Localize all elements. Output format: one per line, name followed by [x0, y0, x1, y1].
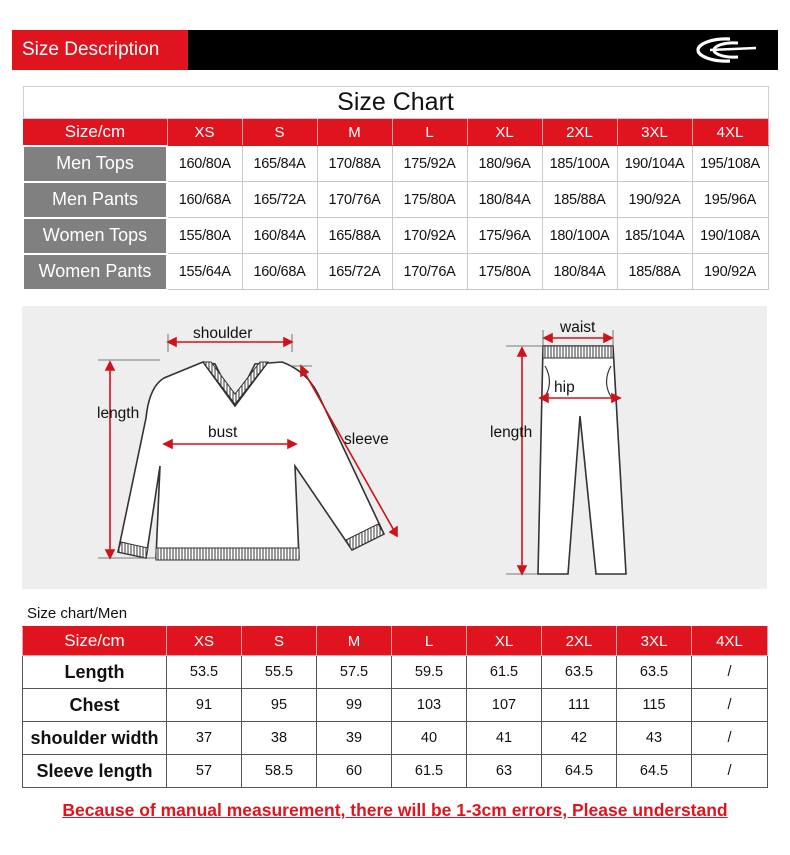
section-header: [12, 30, 778, 70]
table-cell: 170/92A: [392, 218, 467, 254]
column-header: XL: [467, 119, 542, 146]
table-cell: 175/80A: [467, 254, 542, 290]
table-cell: 55.5: [242, 656, 317, 689]
row-label: Chest: [23, 689, 167, 722]
table-cell: 53.5: [167, 656, 242, 689]
row-label: Men Pants: [23, 182, 167, 218]
column-header: L: [392, 627, 467, 656]
table-cell: 170/76A: [317, 182, 392, 218]
table-cell: 160/80A: [167, 146, 242, 182]
shoulder-label: shoulder: [193, 325, 253, 342]
brand-logo-icon: [690, 36, 760, 64]
table-cell: 175/92A: [392, 146, 467, 182]
hip-label: hip: [554, 379, 575, 396]
column-header: 4XL: [692, 627, 768, 656]
table-cell: 63.5: [542, 656, 617, 689]
table-cell: 160/68A: [167, 182, 242, 218]
column-header: M: [317, 119, 392, 146]
table-cell: 195/108A: [692, 146, 768, 182]
column-header-size: Size/cm: [23, 627, 167, 656]
length-label: length: [97, 405, 140, 422]
table-cell: 57.5: [317, 656, 392, 689]
table-row: [23, 254, 768, 290]
table-row: [23, 182, 768, 218]
table-row: [23, 218, 768, 254]
table-cell: 111: [542, 689, 617, 722]
column-header: 2XL: [542, 119, 617, 146]
table-row: [23, 656, 768, 689]
table-cell: /: [692, 722, 768, 755]
table-cell: 60: [317, 755, 392, 788]
table-cell: /: [692, 656, 768, 689]
table-cell: 38: [242, 722, 317, 755]
table-cell: 107: [467, 689, 542, 722]
pants-outline-icon: [538, 346, 626, 574]
size-chart-title: Size Chart: [23, 87, 768, 119]
table-cell: 185/88A: [542, 182, 617, 218]
column-header: XS: [167, 627, 242, 656]
table-cell: 165/84A: [242, 146, 317, 182]
table-cell: /: [692, 755, 768, 788]
table-cell: 115: [617, 689, 692, 722]
measurement-note: Because of manual measurement, there will be 1-3cm errors, Please understand: [62, 800, 728, 820]
table-row: [23, 755, 768, 788]
table-cell: 43: [617, 722, 692, 755]
table-cell: 64.5: [542, 755, 617, 788]
table-cell: 57: [167, 755, 242, 788]
table-cell: 190/104A: [617, 146, 692, 182]
table-cell: 40: [392, 722, 467, 755]
row-label: Sleeve length: [23, 755, 167, 788]
column-header-size: Size/cm: [23, 119, 167, 146]
sleeve-label: sleeve: [344, 431, 389, 448]
table-cell: 63: [467, 755, 542, 788]
column-header: M: [317, 627, 392, 656]
column-header: 4XL: [692, 119, 768, 146]
table-cell: 39: [317, 722, 392, 755]
table-cell: 64.5: [617, 755, 692, 788]
table-row: [23, 689, 768, 722]
column-header: S: [242, 627, 317, 656]
row-label: Women Tops: [23, 218, 167, 254]
garment-drawing: [22, 306, 767, 589]
row-label: Length: [23, 656, 167, 689]
table-cell: /: [692, 689, 768, 722]
table-cell: 42: [542, 722, 617, 755]
measurement-diagram: [22, 306, 767, 589]
table-cell: 103: [392, 689, 467, 722]
column-header: 3XL: [617, 627, 692, 656]
table-cell: 95: [242, 689, 317, 722]
row-label: Women Pants: [23, 254, 167, 290]
table-cell: 180/100A: [542, 218, 617, 254]
table-cell: 165/88A: [317, 218, 392, 254]
table-row: [23, 146, 768, 182]
men-size-chart-subtitle: Size chart/Men: [27, 605, 128, 622]
table-cell: 180/84A: [542, 254, 617, 290]
table-cell: 58.5: [242, 755, 317, 788]
column-header: S: [242, 119, 317, 146]
bust-label: bust: [208, 424, 238, 441]
table-cell: 185/104A: [617, 218, 692, 254]
pants-length-label: length: [490, 424, 533, 441]
column-header: XS: [167, 119, 242, 146]
table-cell: 180/84A: [467, 182, 542, 218]
table-cell: 190/92A: [617, 182, 692, 218]
table-cell: 170/76A: [392, 254, 467, 290]
row-label: Men Tops: [23, 146, 167, 182]
table-cell: 155/80A: [167, 218, 242, 254]
table-cell: 61.5: [392, 755, 467, 788]
sweater-outline-icon: [118, 362, 384, 558]
table-cell: 185/88A: [617, 254, 692, 290]
table-cell: 180/96A: [467, 146, 542, 182]
column-header: 2XL: [542, 627, 617, 656]
table-cell: 175/80A: [392, 182, 467, 218]
table-cell: 190/92A: [692, 254, 768, 290]
waist-label: waist: [560, 319, 596, 336]
row-label: shoulder width: [23, 722, 167, 755]
men-size-table: [22, 626, 768, 788]
table-cell: 165/72A: [242, 182, 317, 218]
table-cell: 160/84A: [242, 218, 317, 254]
table-cell: 195/96A: [692, 182, 768, 218]
table-cell: 41: [467, 722, 542, 755]
column-header: XL: [467, 627, 542, 656]
table-cell: 185/100A: [542, 146, 617, 182]
table-cell: 91: [167, 689, 242, 722]
table-cell: 165/72A: [317, 254, 392, 290]
table-cell: 37: [167, 722, 242, 755]
column-header: L: [392, 119, 467, 146]
table-row: [23, 722, 768, 755]
table-cell: 99: [317, 689, 392, 722]
table-cell: 59.5: [392, 656, 467, 689]
table-cell: 170/88A: [317, 146, 392, 182]
table-cell: 160/68A: [242, 254, 317, 290]
section-title: Size Description: [12, 30, 188, 70]
table-cell: 175/96A: [467, 218, 542, 254]
table-cell: 155/64A: [167, 254, 242, 290]
table-cell: 190/108A: [692, 218, 768, 254]
table-cell: 61.5: [467, 656, 542, 689]
size-chart-table: [22, 86, 769, 291]
table-cell: 63.5: [617, 656, 692, 689]
column-header: 3XL: [617, 119, 692, 146]
